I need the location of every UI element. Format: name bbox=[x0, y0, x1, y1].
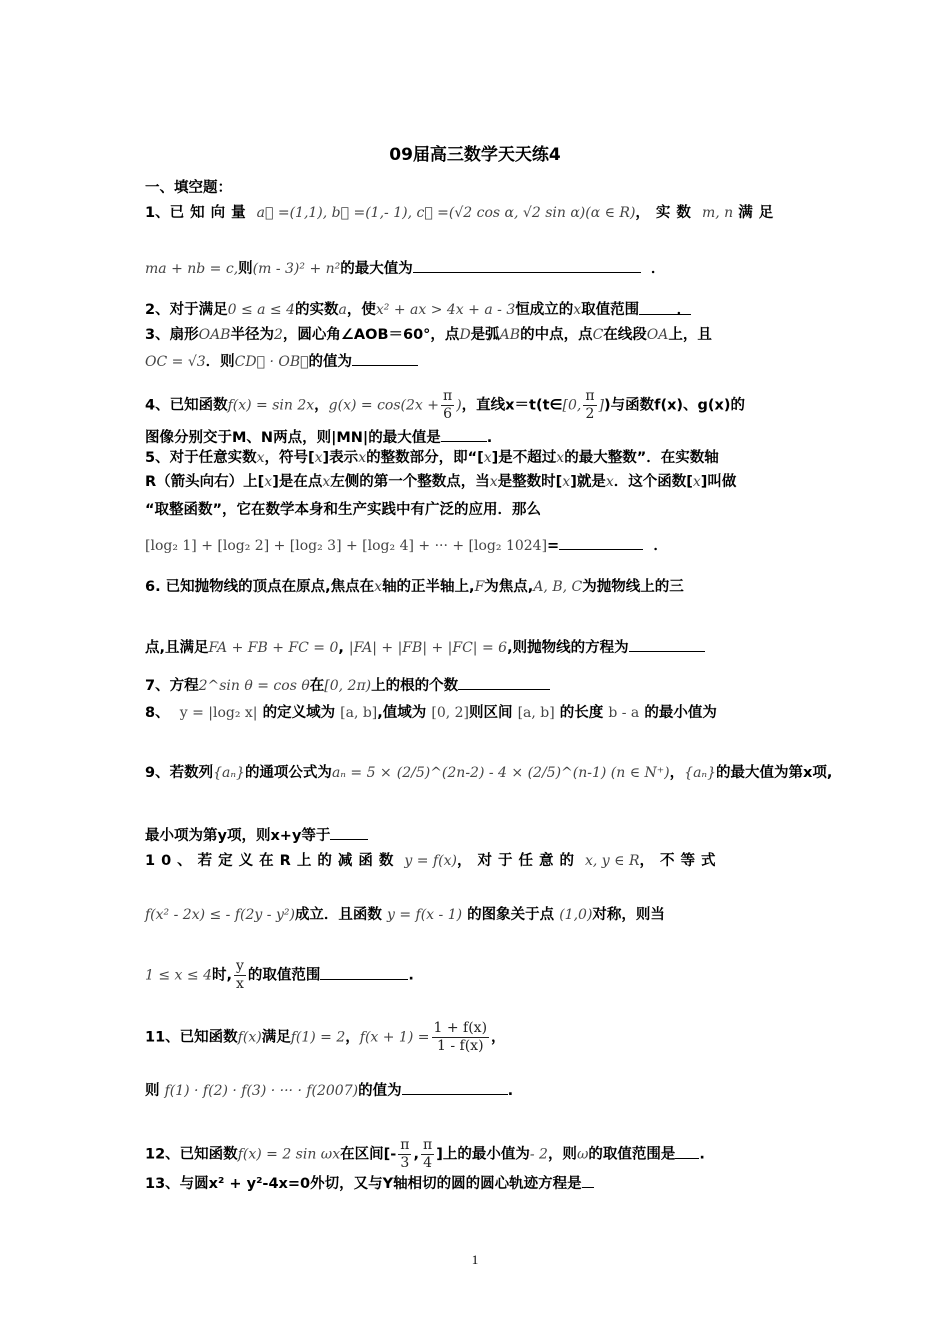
fraction-pi-over-6: $\frac{\pi}{6}$ bbox=[442, 388, 453, 422]
page-title: 09届高三数学天天练4 bbox=[389, 145, 561, 165]
fraction-pi-over-3: $\frac{\pi}{3}$ bbox=[400, 1137, 410, 1171]
answer-blank[interactable] bbox=[629, 637, 705, 652]
question-13: 13、与圆x² + y²-4x=0外切，又与Y轴相切的圆的圆心轨迹方程是 bbox=[145, 1173, 815, 1194]
question-11-line-2: 则 f(1) · f(2) · f(3) · ··· · f(2007)的值为 . bbox=[145, 1080, 815, 1101]
answer-blank[interactable] bbox=[352, 351, 418, 366]
question-2: 2、对于满足0 ≤ a ≤ 4的实数a，使x² + ax > 4x + a - 3恒成立的x取值范围 ． bbox=[145, 302, 692, 318]
answer-blank[interactable] bbox=[441, 427, 487, 442]
fraction-y-over-x: $\frac{y}{x}$ bbox=[236, 958, 244, 992]
answer-blank[interactable] bbox=[330, 825, 368, 840]
answer-blank[interactable] bbox=[320, 965, 408, 980]
question-3-line-2: OC = √3．则CD⃗ · OB⃗的值为 bbox=[145, 351, 815, 372]
question-9-line-1: 9、若数列{aₙ}的通项公式为aₙ = 5 × (2/5)^(2n-2) - 4 × (2/5)^(n-1) (n ∈ N⁺)，{aₙ}的最大值为第x项, bbox=[145, 765, 833, 781]
fraction-recurrence: $\frac{1 + f(x)}{1 - f(x)}$ bbox=[433, 1020, 488, 1054]
question-4-line-2: 图像分别交于M、N两点，则|MN|的最大值是 . bbox=[145, 427, 815, 448]
fraction-pi-over-2: $\frac{\pi}{2}$ bbox=[585, 388, 595, 422]
question-5-line-4: [log₂ 1] + [log₂ 2] + [log₂ 3] + [log₂ 4] + ··· + [log₂ 1024]= ． bbox=[145, 535, 815, 556]
page-number: 1 bbox=[471, 1252, 479, 1267]
question-9-line-2: 最小项为第y项，则x+y等于 bbox=[145, 825, 815, 846]
section-heading: 一、填空题： bbox=[145, 180, 232, 196]
question-10-line-2: f(x² - 2x) ≤ - f(2y - y²)成立．且函数 y = f(x - 1) 的图象关于点 (1,0)对称，则当 bbox=[145, 907, 665, 923]
answer-blank[interactable] bbox=[402, 1080, 508, 1095]
question-6-line-2: 点,且满足FA + FB + FC = 0, |FA| + |FB| + |FC| = 6,则抛物线的方程为 bbox=[145, 637, 815, 658]
question-7: 7、方程2^sin θ = cos θ在[0, 2π)上的根的个数 bbox=[145, 675, 815, 696]
answer-blank[interactable]: ． bbox=[639, 300, 691, 315]
fraction-pi-over-4: $\frac{\pi}{4}$ bbox=[423, 1137, 433, 1171]
question-5-line-2: R（箭头向右）上[x]是在点x左侧的第一个整数点，当x是整数时[x]就是x．这个函数[x]叫做 bbox=[145, 474, 737, 490]
q5-floor-log-sum: [log₂ 1] + [log₂ 2] + [log₂ 3] + [log₂ 4] + ··· + [log₂ 1024] bbox=[145, 538, 548, 554]
answer-blank[interactable] bbox=[582, 1173, 594, 1188]
question-8: 8、 y = |log₂ x| 的定义域为 [a, b],值域为 [0, 2]则区间 [a, b] 的长度 b - a 的最小值为 bbox=[145, 705, 717, 721]
question-10-line-3: 1 ≤ x ≤ 4时, $\frac{y}{x}$ 的取值范围 . bbox=[145, 958, 414, 992]
answer-blank[interactable] bbox=[559, 535, 643, 550]
question-3-line-1: 3、扇形OAB半径为2，圆心角∠AOB＝60°，点D是弧AB的中点，点C在线段OA上，且 bbox=[145, 327, 712, 343]
answer-blank[interactable] bbox=[675, 1144, 699, 1159]
question-5-line-3: “取整函数”，它在数学本身和生产实践中有广泛的应用．那么 bbox=[145, 502, 542, 518]
q9-general-term: (2/5)^(2n-2) - 4 × (2/5)^(n-1) (n ∈ N⁺) bbox=[396, 765, 670, 781]
question-1-line-1: 1、已知向量 a⃗ =(1,1), b⃗ =(1,- 1), c⃗ =(√2 cos α, √2 sin α)(α ∈ R)，实数 m, n 满足 bbox=[145, 205, 780, 221]
question-12: 12、已知函数f(x) = 2 sin ωx在区间[- $\frac{\pi}{3}$ , $\frac{\pi}{4}$ ]上的最小值为- 2，则ω的取值范围是 . bbox=[145, 1137, 705, 1171]
question-6-line-1: 6. 已知抛物线的顶点在原点,焦点在x轴的正半轴上,F为焦点,A, B, C为抛物线上的三 bbox=[145, 579, 684, 595]
question-5-line-1: 5、对于任意实数x，符号[x]表示x的整数部分，即“[x]是不超过x的最大整数”．在实数轴 bbox=[145, 450, 719, 466]
answer-blank[interactable] bbox=[413, 258, 641, 273]
question-1-line-2: ma + nb = c,则(m - 3)² + n²的最大值为 ． bbox=[145, 258, 815, 279]
question-4-line-1: 4、已知函数f(x) = sin 2x，g(x) = cos(2x + $\frac{\pi}{6}$ )，直线x＝t(t∈[0, $\frac{\pi}{2}$ ])与函数f(x)、g(x)的 bbox=[145, 388, 746, 422]
q1-vectors-formula: a⃗ =(1,1), b⃗ =(1,- 1), c⃗ =(√2 cos α, √2 sin α)(α ∈ R) bbox=[256, 205, 636, 221]
answer-blank[interactable] bbox=[458, 675, 550, 690]
question-11-line-1: 11、已知函数f(x)满足f(1) = 2，f(x + 1) = $\frac{1 + f(x)}{1 - f(x)}$ ， bbox=[145, 1020, 506, 1054]
question-10-line-1: 10、若定义在R上的减函数 y = f(x)，对于任意的 x, y ∈ R，不等式 bbox=[145, 853, 722, 869]
